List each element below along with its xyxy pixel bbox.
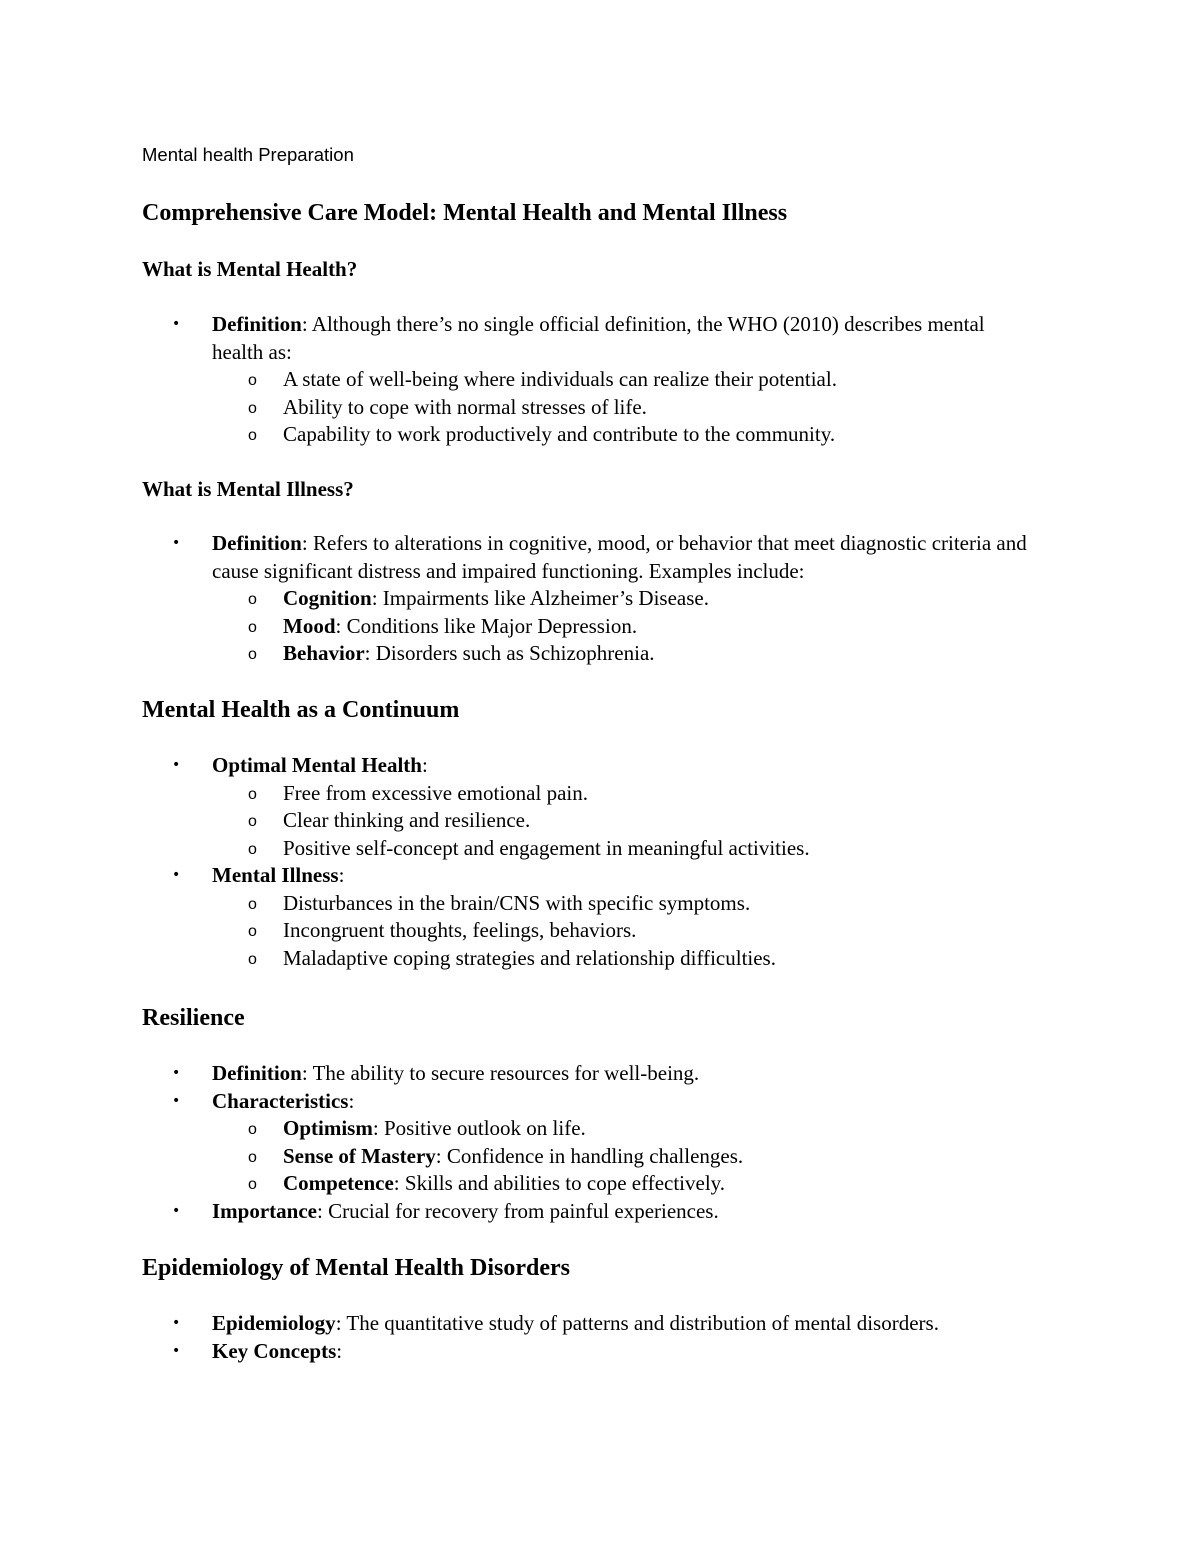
- bullet-icon: •: [172, 867, 181, 883]
- circle-bullet-icon: o: [248, 1176, 257, 1193]
- sub-list-item: o Capability to work productively and contribute to the community.: [0, 421, 1083, 449]
- sub-list: [212, 366, 1032, 449]
- bullet-icon: •: [172, 1315, 181, 1331]
- bullet-icon: •: [172, 535, 181, 551]
- list-item: • Mental Illness: o Disturbances in the brain/CNS with specific symptoms. o Incongruent thoughts, feelings, behaviors. o Maladaptive coping strategies and relationship difficulties.: [0, 862, 1032, 972]
- bullet-icon: •: [172, 1092, 181, 1109]
- sub-list-item: o Maladaptive coping strategies and relationship difficulties.: [0, 945, 1083, 973]
- mental-illness-list: [0, 530, 1200, 668]
- circle-bullet-icon: o: [248, 1148, 257, 1166]
- bullet-icon: •: [172, 316, 181, 332]
- list-item: • Definition: Refers to alterations in cognitive, mood, or behavior that meet diagnostic criteria and cause significant distress and impaired functioning. Examples include: o Cognition: Impairments like Alzheimer’s Disease. o Mood: Conditions like Major Depression. o Behavior: Disorders such as Schizophrenia.: [0, 530, 1032, 668]
- heading-what-is-mental-illness: What is Mental Illness?: [142, 477, 354, 501]
- sub-list-item: o Positive self-concept and engagement in meaningful activities.: [0, 835, 1083, 863]
- sub-list-item: o Competence: Skills and abilities to cope effectively.: [0, 1170, 1083, 1198]
- circle-bullet-icon: o: [248, 618, 257, 636]
- list-item: • Definition: The ability to secure resources for well-being.: [0, 1060, 1032, 1088]
- sub-list-item: o Sense of Mastery: Confidence in handling challenges.: [0, 1143, 1083, 1171]
- sub-list: [212, 585, 1032, 668]
- circle-bullet-icon: o: [248, 840, 257, 858]
- circle-bullet-icon: o: [248, 427, 257, 444]
- heading-what-is-mental-health: What is Mental Health?: [142, 257, 358, 281]
- list-item: • Key Concepts:: [0, 1338, 1032, 1366]
- circle-bullet-icon: o: [248, 372, 257, 389]
- circle-bullet-icon: o: [248, 591, 257, 608]
- circle-bullet-icon: o: [248, 646, 257, 663]
- sub-list-item: o A state of well-being where individuals can realize their potential.: [0, 366, 1083, 394]
- sub-list-item: o Disturbances in the brain/CNS with specific symptoms.: [0, 890, 1083, 918]
- resilience-list: [0, 1060, 1200, 1225]
- continuum-list: [0, 752, 1200, 972]
- bullet-icon: •: [172, 1065, 181, 1081]
- circle-bullet-icon: o: [248, 1121, 257, 1138]
- document-title: Comprehensive Care Model: Mental Health and Mental Illness: [142, 200, 788, 226]
- bullet-icon: •: [172, 757, 181, 773]
- heading-resilience: Resilience: [142, 1005, 245, 1031]
- list-item: • Importance: Crucial for recovery from painful experiences.: [0, 1198, 1032, 1226]
- list-item: • Definition: Although there’s no single official definition, the WHO (2010) describes mental health as: o A state of well-being where individuals can realize their potential. o Ability to cope with normal stresses of life. o Capability to work productively and contribute to the community.: [0, 311, 1032, 449]
- sub-list-item: o Cognition: Impairments like Alzheimer’s Disease.: [0, 585, 1083, 613]
- list-item: • Optimal Mental Health: o Free from excessive emotional pain. o Clear thinking and resilience. o Positive self-concept and engagement in meaningful activities.: [0, 752, 1032, 862]
- sub-list: [212, 890, 1032, 973]
- sub-list-item: o Behavior: Disorders such as Schizophrenia.: [0, 640, 1083, 668]
- bullet-icon: •: [172, 1202, 181, 1219]
- sub-list-item: o Ability to cope with normal stresses of life.: [0, 394, 1083, 422]
- list-item: • Epidemiology: The quantitative study of patterns and distribution of mental disorders.: [0, 1310, 1092, 1338]
- epidemiology-list: [0, 1310, 1200, 1365]
- sub-list-item: o Free from excessive emotional pain.: [0, 780, 1083, 808]
- mental-health-list: [0, 311, 1200, 449]
- sub-list-item: o Clear thinking and resilience.: [0, 807, 1083, 835]
- bullet-icon: •: [172, 1342, 181, 1359]
- circle-bullet-icon: o: [248, 895, 257, 913]
- list-item: • Characteristics: o Optimism: Positive outlook on life. o Sense of Mastery: Confidence in handling challenges. o Competence: Skills and abilities to cope effectively.: [0, 1088, 1032, 1198]
- circle-bullet-icon: o: [248, 399, 257, 417]
- circle-bullet-icon: o: [248, 785, 257, 803]
- sub-list: [212, 780, 1032, 863]
- document-header: Mental health Preparation: [142, 144, 354, 165]
- heading-epidemiology: Epidemiology of Mental Health Disorders: [142, 1255, 570, 1281]
- sub-list-item: o Mood: Conditions like Major Depression.: [0, 613, 1083, 641]
- heading-continuum: Mental Health as a Continuum: [142, 697, 460, 723]
- circle-bullet-icon: o: [248, 923, 257, 940]
- circle-bullet-icon: o: [248, 813, 257, 830]
- sub-list-item: o Optimism: Positive outlook on life.: [0, 1115, 1083, 1143]
- sub-list: [212, 1115, 1032, 1198]
- circle-bullet-icon: o: [248, 950, 257, 968]
- term: Definition: [212, 312, 302, 336]
- sub-list-item: o Incongruent thoughts, feelings, behaviors.: [0, 917, 1083, 945]
- item-text: Although there’s no single official definition, the WHO (2010) describes mental health as:: [212, 312, 985, 364]
